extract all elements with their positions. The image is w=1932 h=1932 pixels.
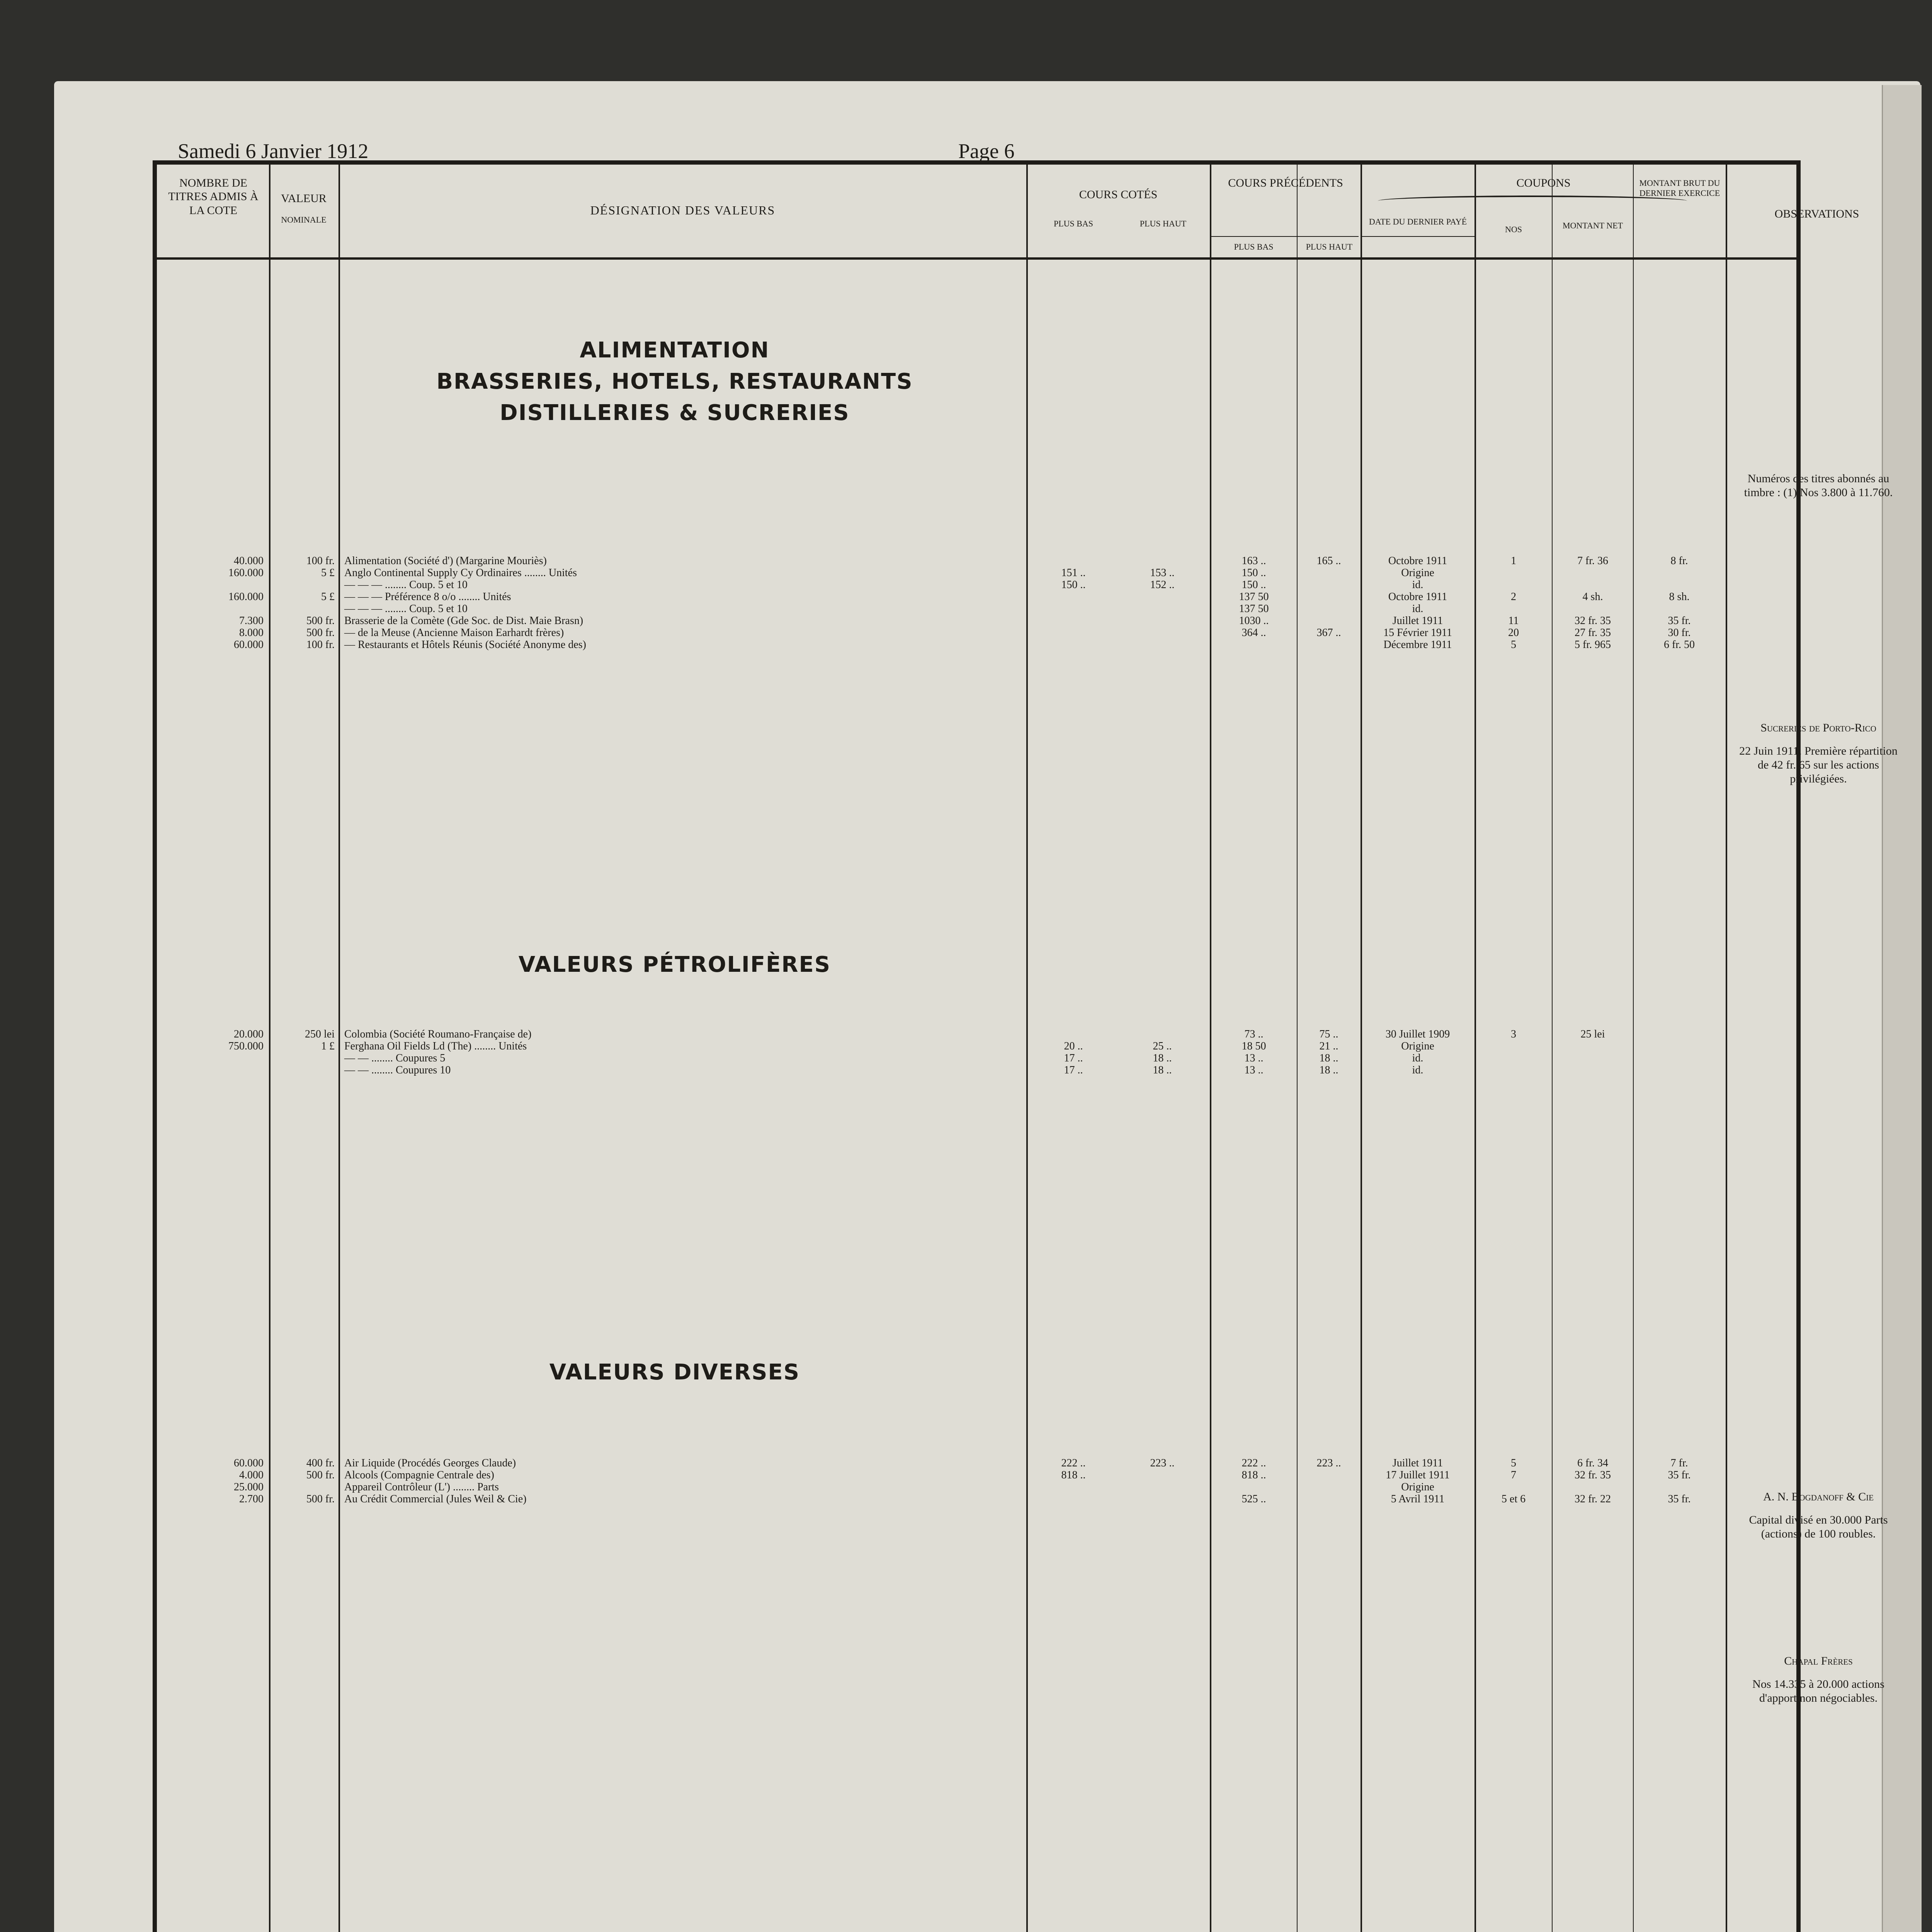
coupon-date: 15 Février 1911 [1383,627,1452,639]
header-rule [157,257,1796,260]
security-designation: — — — ........ Coup. 5 et 10 [344,603,468,615]
previous-low: 1030 .. [1239,615,1269,627]
gross-amount: 8 fr. [1670,555,1688,567]
coupon-number: 3 [1511,1028,1516,1040]
header-montant-net: MONTANT NET [1562,221,1623,230]
nominal-value: 500 fr. [306,1469,335,1481]
column-rule [1726,165,1727,1932]
quotation-table [153,160,1898,1932]
security-designation: Colombia (Société Roumano-Française de) [344,1028,532,1040]
number-of-titles: 4.000 [239,1469,264,1481]
coupon-date: 17 Juillet 1911 [1386,1469,1450,1481]
security-designation: — Restaurants et Hôtels Réunis (Société Anonyme des) [344,639,586,651]
header-prec-plus-bas: PLUS BAS [1234,242,1274,252]
observation-title: Sucreries de Porto-Rico [1760,721,1876,734]
coupon-net: 7 fr. 36 [1577,555,1609,567]
column-rule [1633,165,1634,1932]
observation-note: Numéros des titres abonnés au timbre : (1) Nos 3.800 à 11.760. [1744,472,1893,499]
header-coupon-number: NOS [1505,224,1522,234]
security-designation: Alcools (Compagnie Centrale des) [344,1469,495,1481]
coupon-date: Octobre 1911 [1388,555,1447,567]
number-of-titles: 160.000 [228,591,264,603]
number-of-titles: 25.000 [234,1481,264,1493]
previous-high: 18 .. [1319,1064,1338,1076]
header-designation: DÉSIGNATION DES VALEURS [590,203,776,217]
security-designation: — — ........ Coupures 5 [344,1052,446,1064]
gross-amount: 35 fr. [1668,615,1691,627]
quoted-low: 17 .. [1064,1052,1083,1064]
previous-low: 163 .. [1242,555,1266,567]
section-line: ALIMENTATION [580,338,770,363]
previous-low: 137 50 [1239,603,1269,615]
gross-amount: 35 fr. [1668,1469,1691,1481]
security-designation: Appareil Contrôleur (L') ........ Parts [344,1481,499,1493]
gross-amount: 8 sh. [1669,591,1690,603]
previous-high: 18 .. [1319,1052,1338,1064]
previous-low: 364 .. [1242,627,1266,639]
quoted-low: 818 .. [1061,1469,1086,1481]
previous-high: 367 .. [1316,627,1341,639]
column-rule [1297,165,1298,1932]
column-rule [269,165,270,1932]
coupon-net: 32 fr. 22 [1574,1493,1611,1505]
quoted-low: 222 .. [1061,1457,1086,1469]
coupon-date: id. [1412,579,1423,591]
sub-rule [1210,236,1359,237]
gross-amount: 30 fr. [1668,627,1691,639]
header-plus-bas: PLUS BAS [1053,219,1094,228]
header-cours-cotes: COURS COTÉS [1079,188,1158,201]
coupon-number: 5 [1511,639,1516,651]
previous-low: 73 .. [1244,1028,1264,1040]
header-nombre: NOMBRE DE TITRES ADMIS À LA COTE [168,177,259,217]
nominal-value: 5 £ [321,591,335,603]
coupon-date: 5 Avril 1911 [1391,1493,1445,1505]
coupon-date: Décembre 1911 [1383,639,1452,651]
quoted-low: 17 .. [1064,1064,1083,1076]
nominal-value: 1 £ [321,1040,335,1052]
header-prec-plus-haut: PLUS HAUT [1306,242,1353,252]
nominal-value: 400 fr. [306,1457,335,1469]
observation-title: A. N. Bogdanoff & Cie [1763,1490,1874,1503]
coupon-number: 7 [1511,1469,1516,1481]
previous-low: 222 .. [1242,1457,1266,1469]
coupon-date: Juillet 1911 [1392,615,1443,627]
coupon-net: 27 fr. 35 [1574,627,1611,639]
coupon-date: 30 Juillet 1909 [1385,1028,1450,1040]
header-plus-haut: PLUS HAUT [1139,219,1187,228]
number-of-titles: 60.000 [234,639,264,651]
coupon-date: Origine [1401,567,1434,579]
security-designation: Au Crédit Commercial (Jules Weil & Cie) [344,1493,527,1505]
coupon-number: 5 et 6 [1501,1493,1526,1505]
nominal-value: 100 fr. [306,639,335,651]
security-designation: — de la Meuse (Ancienne Maison Earhardt frères) [344,627,564,639]
nominal-value: 5 £ [321,567,335,579]
section-title-diverses: VALEURS DIVERSES [549,1360,800,1385]
security-designation: — — — ........ Coup. 5 et 10 [344,579,468,591]
coupon-net: 32 fr. 35 [1574,1469,1611,1481]
header-observations: OBSERVATIONS [1774,207,1859,220]
column-rule [1026,165,1028,1932]
quoted-high: 152 .. [1150,579,1175,591]
coupon-number: 11 [1508,615,1519,627]
quoted-low: 150 .. [1061,579,1086,591]
observation-title: Chapal Frères [1784,1655,1853,1667]
previous-high: 165 .. [1316,555,1341,567]
quoted-high: 25 .. [1153,1040,1172,1052]
column-rule [338,165,340,1932]
quoted-high: 223 .. [1150,1457,1175,1469]
header-nominale: NOMINALE [281,215,327,224]
quoted-high: 18 .. [1153,1064,1172,1076]
nominal-value: 500 fr. [306,615,335,627]
quoted-high: 18 .. [1153,1052,1172,1064]
section-title-alimentation [319,335,1030,429]
coupon-net: 5 fr. 965 [1574,639,1611,651]
header-valeur: VALEUR [281,192,327,205]
previous-low: 150 .. [1242,579,1266,591]
coupon-date: id. [1412,603,1423,615]
coupon-net: 6 fr. 34 [1577,1457,1609,1469]
number-of-titles: 8.000 [239,627,264,639]
number-of-titles: 7.300 [239,615,264,627]
previous-high: 223 .. [1316,1457,1341,1469]
gross-amount: 7 fr. [1670,1457,1688,1469]
section-line: DISTILLERIES & SUCRERIES [500,400,850,426]
sub-rule [1361,236,1475,237]
security-designation: Brasserie de la Comète (Gde Soc. de Dist. Maie Brasn) [344,615,583,627]
coupon-date: id. [1412,1064,1423,1076]
nominal-value: 100 fr. [306,555,335,567]
header-cours-precedents: COURS PRÉCÉDENTS [1228,177,1343,189]
coupon-number: 20 [1508,627,1519,639]
column-rule [1210,165,1211,1932]
page-number: Page 6 [958,139,1015,163]
number-of-titles: 60.000 [234,1457,264,1469]
column-rule [1475,165,1476,1932]
coupon-date: Octobre 1911 [1388,591,1447,603]
security-designation: — — — Préférence 8 o/o ........ Unités [344,591,511,603]
column-rule [1361,165,1362,1932]
running-date: Samedi 6 Janvier 1912 [178,139,369,163]
security-designation: Air Liquide (Procédés Georges Claude) [344,1457,516,1469]
number-of-titles: 40.000 [234,555,264,567]
observation-note: Capital divisé en 30.000 Parts (actions) de 100 roubles. [1749,1514,1888,1540]
previous-high: 21 .. [1319,1040,1338,1052]
coupon-number: 1 [1511,555,1516,567]
nominal-value: 250 lei [305,1028,335,1040]
security-designation: — — ........ Coupures 10 [344,1064,451,1076]
observation-note: 22 Juin 1911. Première répartition de 42 fr. 65 sur les actions privilégiées. [1739,745,1898,785]
gross-amount: 35 fr. [1668,1493,1691,1505]
quoted-low: 20 .. [1064,1040,1083,1052]
nominal-value: 500 fr. [306,1493,335,1505]
observation-note: Nos 14.335 à 20.000 actions d'apport non négociables. [1752,1678,1884,1704]
coupon-date: Juillet 1911 [1392,1457,1443,1469]
previous-low: 525 .. [1242,1493,1266,1505]
previous-low: 137 50 [1239,591,1269,603]
number-of-titles: 160.000 [228,567,264,579]
quoted-high: 153 .. [1150,567,1175,579]
previous-low: 13 .. [1244,1052,1264,1064]
quoted-low: 151 .. [1061,567,1086,579]
previous-low: 18 50 [1242,1040,1266,1052]
previous-low: 818 .. [1242,1469,1266,1481]
number-of-titles: 750.000 [228,1040,264,1052]
section-line: BRASSERIES, HOTELS, RESTAURANTS [436,369,913,395]
column-rule [1552,165,1553,1932]
security-designation: Alimentation (Société d') (Margarine Mouriès) [344,555,547,567]
coupon-net: 32 fr. 35 [1574,615,1611,627]
coupon-date: id. [1412,1052,1423,1064]
coupon-date: Origine [1401,1040,1434,1052]
number-of-titles: 2.700 [239,1493,264,1505]
coupon-number: 2 [1511,591,1516,603]
coupon-number: 5 [1511,1457,1516,1469]
number-of-titles: 20.000 [234,1028,264,1040]
security-designation: Anglo Continental Supply Cy Ordinaires ........ Unités [344,567,577,579]
gross-amount: 6 fr. 50 [1663,639,1695,651]
section-title-petroliferes: VALEURS PÉTROLIFÈRES [518,952,831,977]
coupon-net: 25 lei [1580,1028,1605,1040]
security-designation: Ferghana Oil Fields Ld (The) ........ Unités [344,1040,527,1052]
previous-high: 75 .. [1319,1028,1338,1040]
coupon-net: 4 sh. [1582,591,1603,603]
previous-low: 13 .. [1244,1064,1264,1076]
header-coupons: COUPONS [1516,177,1571,189]
coupon-date: Origine [1401,1481,1434,1493]
header-coupon-date: DATE DU DERNIER PAYÉ [1369,217,1467,226]
nominal-value: 500 fr. [306,627,335,639]
previous-low: 150 .. [1242,567,1266,579]
header-montant-brut: MONTANT BRUT DU DERNIER EXERCICE [1639,178,1720,198]
